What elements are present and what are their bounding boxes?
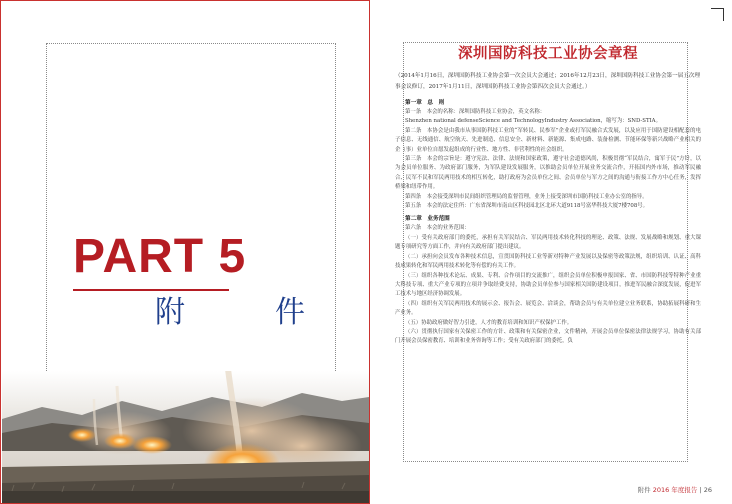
page-footer <box>638 485 712 494</box>
part-subtitle-char: 附 <box>155 295 185 330</box>
part-subtitle <box>155 295 305 330</box>
missile-launch-photo <box>2 371 369 503</box>
charter-intro: （2014年1月16日，深圳国防科技工业协会第一次会员大会通过；2016年12月23日，深圳国防科技工业协会第一届五次理事会议修订，2017年1月11日，深圳国防科技工业协会第四次会员大会通过。） <box>395 73 701 90</box>
chapter-heading: 第一章 总 则 <box>405 100 445 106</box>
article-paragraph: 第五条 本会的法定住所：广东省深圳市南山区科技园北区北环大道9118号富华科技大厦7楼708号。 <box>405 203 649 210</box>
charter-document <box>395 42 701 347</box>
charter-sections <box>395 99 701 347</box>
crop-corner-mark <box>711 8 724 21</box>
article-paragraph: （三）组织各种技术论坛、成果、专利、合作项目的交流推广，组织会员单位积极申报国家、省、市国防科技等特种产业重大科技专项、重大产业专项的立项并争取经费支持，协助会员单位参与国家相关国防建设项目，推进军民融合深度发展，促进军工技术与地区经济协调发展。 <box>395 272 701 298</box>
footer-label: 附件 <box>637 486 651 494</box>
article-paragraph: 第六条 本会的业务范围： <box>405 225 470 232</box>
part-title: PART 5 <box>73 230 247 283</box>
article-paragraph: （二）承担向会员发布各种技术信息，宣贯国防科技工业等新对特种产业发展以及保密等政策法规，组织培训、认证、高科技成果转化和军民两用技术转化等有偿的有关工作。 <box>395 253 701 270</box>
part-subtitle-char: 件 <box>275 295 305 330</box>
page-number: 26 <box>703 486 712 494</box>
article-paragraph: Shenzhen national defenseScience and TechnologyIndustry Association，缩写为：SND-STIA。 <box>405 118 661 125</box>
part-title-underline <box>73 289 229 291</box>
article-paragraph: 第四条 本会接受深圳市民间组织管理局的监督管理，业务上接受深圳市国防科技工业办公室的指导。 <box>405 193 648 200</box>
chapter-heading: 第二章 业务范围 <box>405 216 450 223</box>
footer-separator: | <box>699 486 702 494</box>
article-paragraph: （六）贯彻执行国家有关保密工作的方针、政策和有关保密企业，文件精神，开展会员单位保密法律法规学习，协助有关部门开展会员保密教育、培训和业务咨询等工作；受有关政府部门的委托，负 <box>395 328 701 345</box>
footer-report-name: 2016 年度报告 <box>652 486 698 494</box>
article-paragraph: 第二条 本协会是由我市从事国防科技工业的“军转民、民参军”企业或打军民融合式发展，以及应用于国防建设相配套的电子信息、无线通信、航空航天、先进制造、信息安全、新材料、新能源、集成电路、装备检测、节能环保等新兴战略产业相关的企（事）业单位自愿发起组成的行业性、地方性、非营利性的社会组织。 <box>395 127 701 153</box>
article-paragraph: 第三条 本会的宗旨是：遵守宪法、法律、法规和国家政策，遵守社会道德风尚，积极贯彻“军民结合，寓军于民”方针，以为会员单位服务、为政府部门服务，为军队建设发展服务，以推助会员单位开展业务交流合作，开拓国内外市场，推动军民融合、民军不民和军民两用技术的相互转化，助打政府为会员单位之间、会员单位与军方之间的沟通与衔接工作方中心任务，发挥桥梁和纽带作用。 <box>395 156 701 191</box>
right-page <box>371 0 732 504</box>
charter-title: 深圳国防科技工业协会章程 <box>458 45 638 62</box>
article-paragraph: （五）协助政府做好智力引进，人才的教育培训和知识产权保护工作。 <box>405 319 573 326</box>
article-paragraph: （一）受有关政府部门的委托，承担有关军民结合、军民两用技术转化科技的理论、政策、法规、发展战略和规划、重大课题专项研究等方面工作，并向有关政府部门提出建议。 <box>395 234 701 251</box>
missile-launch-illustration <box>2 371 369 503</box>
article-paragraph: （四）组织有关军民两用技术的展示会、报告会、展览会、洽谈会，帮助会员与有关单位建立业务联系，协助拓展科研和生产业务。 <box>395 300 701 317</box>
article-paragraph: 第一条 本会的名称：深圳国防科技工业协会，英文名称： <box>405 109 546 115</box>
